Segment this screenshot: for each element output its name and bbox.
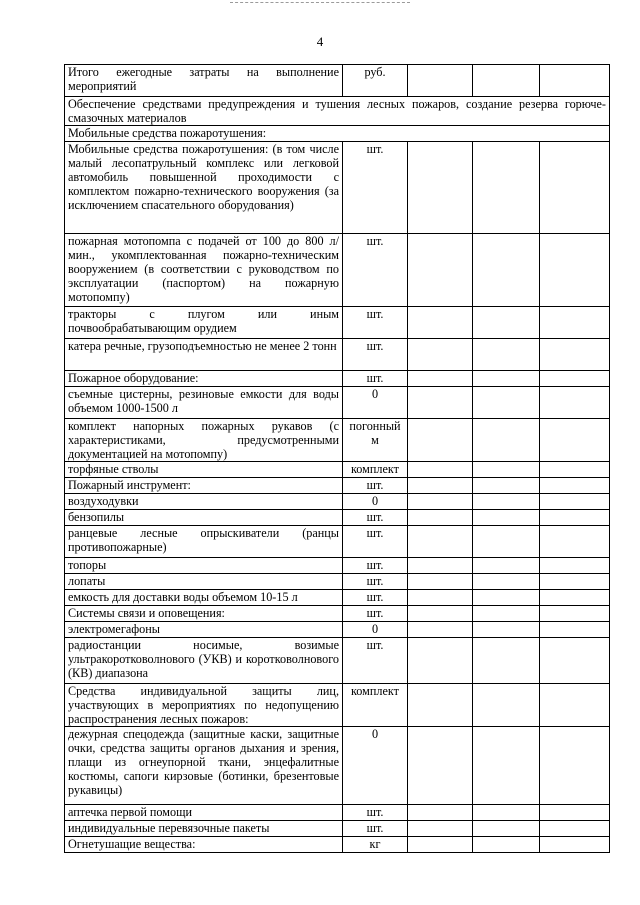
blank-value-cell bbox=[473, 638, 540, 684]
item-name: комплект напорных пожарных рукавов (с характеристиками, предусмотренными документацией на мотопомпу) bbox=[65, 419, 343, 462]
item-unit: 0 bbox=[343, 494, 408, 510]
blank-value-cell bbox=[408, 387, 473, 419]
table-row bbox=[65, 307, 610, 339]
blank-value-cell bbox=[473, 510, 540, 526]
table-row bbox=[65, 837, 610, 853]
item-name: воздуходувки bbox=[65, 494, 343, 510]
blank-value-cell bbox=[473, 837, 540, 853]
item-unit: комплект bbox=[343, 462, 408, 478]
blank-value-cell bbox=[408, 727, 473, 805]
blank-value-cell bbox=[473, 622, 540, 638]
blank-value-cell bbox=[408, 234, 473, 307]
blank-value-cell bbox=[540, 805, 610, 821]
blank-value-cell bbox=[473, 65, 540, 97]
blank-value-cell bbox=[408, 606, 473, 622]
blank-value-cell bbox=[473, 371, 540, 387]
blank-value-cell bbox=[408, 821, 473, 837]
blank-value-cell bbox=[540, 462, 610, 478]
item-name: ранцевые лесные опрыскиватели (ранцы противопожарные) bbox=[65, 526, 343, 558]
item-name: Огнетушащие вещества: bbox=[65, 837, 343, 853]
blank-value-cell bbox=[540, 494, 610, 510]
blank-value-cell bbox=[408, 419, 473, 462]
table-row bbox=[65, 558, 610, 574]
blank-value-cell bbox=[473, 727, 540, 805]
table-row bbox=[65, 234, 610, 307]
blank-value-cell bbox=[540, 684, 610, 727]
item-name: торфяные стволы bbox=[65, 462, 343, 478]
blank-value-cell bbox=[408, 805, 473, 821]
table-row bbox=[65, 510, 610, 526]
item-unit: шт. bbox=[343, 606, 408, 622]
blank-value-cell bbox=[473, 558, 540, 574]
blank-value-cell bbox=[473, 574, 540, 590]
item-name: Средства индивидуальной защиты лиц, участвующих в мероприятиях по недопущению распространения лесных пожаров: bbox=[65, 684, 343, 727]
item-unit: комплект bbox=[343, 684, 408, 727]
blank-value-cell bbox=[540, 606, 610, 622]
item-name: топоры bbox=[65, 558, 343, 574]
blank-value-cell bbox=[408, 307, 473, 339]
table-row bbox=[65, 727, 610, 805]
item-name: индивидуальные перевязочные пакеты bbox=[65, 821, 343, 837]
table-row bbox=[65, 606, 610, 622]
blank-value-cell bbox=[540, 727, 610, 805]
item-unit: шт. bbox=[343, 142, 408, 234]
blank-value-cell bbox=[473, 307, 540, 339]
blank-value-cell bbox=[540, 234, 610, 307]
blank-value-cell bbox=[540, 590, 610, 606]
table-row bbox=[65, 590, 610, 606]
item-name: лопаты bbox=[65, 574, 343, 590]
blank-value-cell bbox=[473, 419, 540, 462]
table-row bbox=[65, 371, 610, 387]
blank-value-cell bbox=[408, 494, 473, 510]
table-row bbox=[65, 622, 610, 638]
table-row bbox=[65, 65, 610, 97]
blank-value-cell bbox=[540, 558, 610, 574]
blank-value-cell bbox=[540, 821, 610, 837]
item-name: дежурная спецодежда (защитные каски, защитные очки, средства защиты органов дыхания и зрения, плащи из огнеупорной ткани, энцефалитные костюмы, сапоги кирзовые (ботинки, брезентовые рукавицы) bbox=[65, 727, 343, 805]
item-unit: руб. bbox=[343, 65, 408, 97]
blank-value-cell bbox=[408, 526, 473, 558]
blank-value-cell bbox=[540, 510, 610, 526]
blank-value-cell bbox=[408, 65, 473, 97]
scan-edge-mark bbox=[230, 2, 410, 3]
item-name: Пожарное оборудование: bbox=[65, 371, 343, 387]
section-row bbox=[65, 97, 610, 126]
blank-value-cell bbox=[473, 234, 540, 307]
item-unit: шт. bbox=[343, 526, 408, 558]
blank-value-cell bbox=[408, 837, 473, 853]
item-unit: шт. bbox=[343, 307, 408, 339]
blank-value-cell bbox=[473, 494, 540, 510]
blank-value-cell bbox=[540, 638, 610, 684]
blank-value-cell bbox=[540, 622, 610, 638]
blank-value-cell bbox=[408, 590, 473, 606]
section-title: Мобильные средства пожаротушения: bbox=[65, 126, 610, 142]
blank-value-cell bbox=[408, 339, 473, 371]
table-row bbox=[65, 462, 610, 478]
blank-value-cell bbox=[540, 307, 610, 339]
item-unit: погонный м bbox=[343, 419, 408, 462]
item-name: пожарная мотопомпа с подачей от 100 до 800 л/мин., укомплектованная пожарно-техническим вооружением (в соответствии с руководством по эксплуатации (паспортом) на пожарную мотопомпу) bbox=[65, 234, 343, 307]
blank-value-cell bbox=[473, 805, 540, 821]
item-name: Итого ежегодные затраты на выполнение мероприятий bbox=[65, 65, 343, 97]
item-name: электромегафоны bbox=[65, 622, 343, 638]
item-unit: 0 bbox=[343, 622, 408, 638]
item-name: аптечка первой помощи bbox=[65, 805, 343, 821]
table-row bbox=[65, 494, 610, 510]
item-unit: 0 bbox=[343, 727, 408, 805]
item-unit: шт. bbox=[343, 590, 408, 606]
item-name: съемные цистерны, резиновые емкости для воды объемом 1000-1500 л bbox=[65, 387, 343, 419]
item-unit: шт. bbox=[343, 371, 408, 387]
blank-value-cell bbox=[473, 478, 540, 494]
table-row bbox=[65, 387, 610, 419]
section-title: Обеспечение средствами предупреждения и тушения лесных пожаров, создание резерва горюче-смазочных материалов bbox=[65, 97, 610, 126]
table-row bbox=[65, 526, 610, 558]
item-name: емкость для доставки воды объемом 10-15 л bbox=[65, 590, 343, 606]
item-name: радиостанции носимые, возимые ультракоротковолнового (УКВ) и коротковолнового (КВ) диапазона bbox=[65, 638, 343, 684]
item-name: Системы связи и оповещения: bbox=[65, 606, 343, 622]
item-unit: шт. bbox=[343, 478, 408, 494]
table-row bbox=[65, 821, 610, 837]
item-unit: шт. bbox=[343, 339, 408, 371]
blank-value-cell bbox=[540, 526, 610, 558]
item-name: Мобильные средства пожаротушения: (в том числе малый лесопатрульный комплекс или легковой автомобиль повышенной проходимости с комплектом пожарно-технического вооружения (за исключением спасательного оборудования) bbox=[65, 142, 343, 234]
blank-value-cell bbox=[473, 590, 540, 606]
blank-value-cell bbox=[408, 478, 473, 494]
table-row bbox=[65, 574, 610, 590]
item-unit: шт. bbox=[343, 510, 408, 526]
resource-table bbox=[64, 64, 610, 853]
item-unit: кг bbox=[343, 837, 408, 853]
item-name: бензопилы bbox=[65, 510, 343, 526]
item-unit: 0 bbox=[343, 387, 408, 419]
blank-value-cell bbox=[473, 526, 540, 558]
blank-value-cell bbox=[540, 574, 610, 590]
blank-value-cell bbox=[473, 606, 540, 622]
item-unit: шт. bbox=[343, 638, 408, 684]
blank-value-cell bbox=[408, 574, 473, 590]
table-row bbox=[65, 638, 610, 684]
item-unit: шт. bbox=[343, 558, 408, 574]
blank-value-cell bbox=[408, 622, 473, 638]
table-row bbox=[65, 478, 610, 494]
blank-value-cell bbox=[408, 371, 473, 387]
blank-value-cell bbox=[473, 142, 540, 234]
item-unit: шт. bbox=[343, 821, 408, 837]
blank-value-cell bbox=[540, 419, 610, 462]
blank-value-cell bbox=[473, 339, 540, 371]
table-row bbox=[65, 419, 610, 462]
blank-value-cell bbox=[408, 142, 473, 234]
resource-table-body bbox=[65, 65, 610, 853]
blank-value-cell bbox=[540, 371, 610, 387]
page-number: 4 bbox=[316, 34, 324, 49]
blank-value-cell bbox=[408, 638, 473, 684]
item-unit: шт. bbox=[343, 574, 408, 590]
table-row bbox=[65, 339, 610, 371]
blank-value-cell bbox=[540, 65, 610, 97]
item-name: Пожарный инструмент: bbox=[65, 478, 343, 494]
blank-value-cell bbox=[408, 510, 473, 526]
blank-value-cell bbox=[473, 684, 540, 727]
table-row bbox=[65, 805, 610, 821]
blank-value-cell bbox=[540, 142, 610, 234]
blank-value-cell bbox=[408, 684, 473, 727]
item-unit: шт. bbox=[343, 805, 408, 821]
item-name: катера речные, грузоподъемностью не менее 2 тонн bbox=[65, 339, 343, 371]
section-row bbox=[65, 126, 610, 142]
blank-value-cell bbox=[540, 387, 610, 419]
item-unit: шт. bbox=[343, 234, 408, 307]
blank-value-cell bbox=[473, 387, 540, 419]
blank-value-cell bbox=[540, 478, 610, 494]
blank-value-cell bbox=[540, 837, 610, 853]
blank-value-cell bbox=[540, 339, 610, 371]
blank-value-cell bbox=[473, 821, 540, 837]
blank-value-cell bbox=[408, 462, 473, 478]
item-name: тракторы с плугом или иным почвообрабатывающим орудием bbox=[65, 307, 343, 339]
table-row bbox=[65, 684, 610, 727]
table-row bbox=[65, 142, 610, 234]
blank-value-cell bbox=[473, 462, 540, 478]
blank-value-cell bbox=[408, 558, 473, 574]
